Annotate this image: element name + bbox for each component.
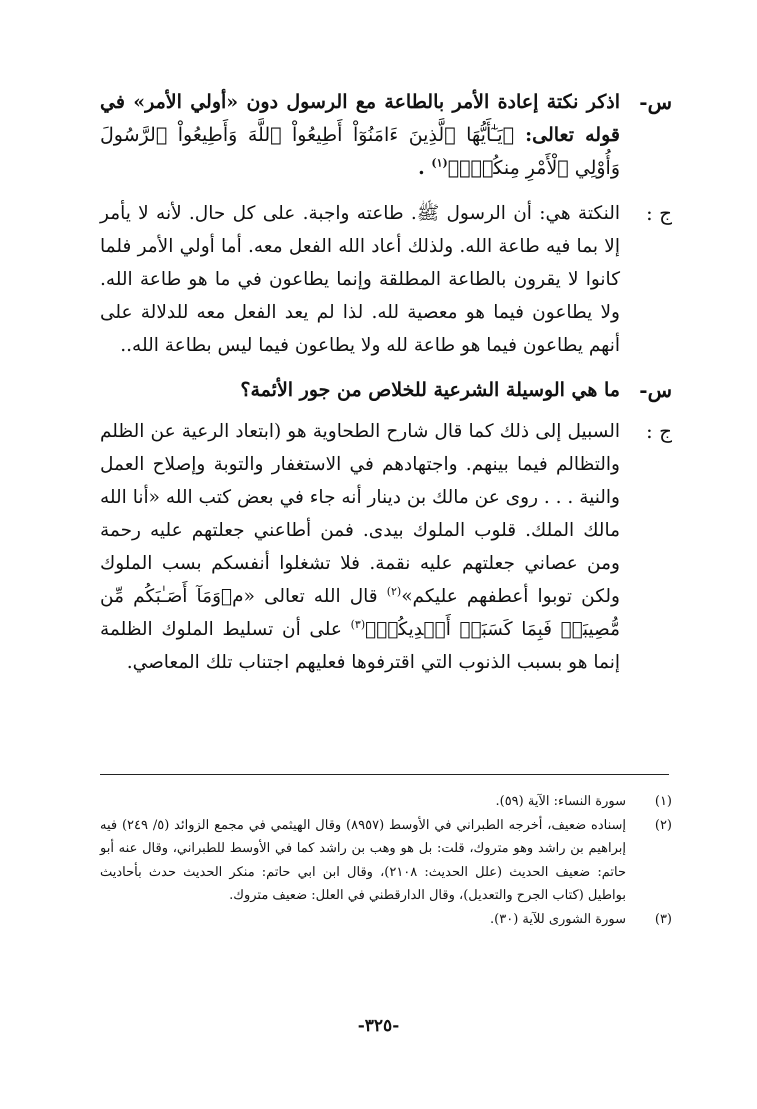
answer-1 — [100, 197, 672, 362]
footnote-text: سورة النساء: الآية (٥٩). — [495, 794, 626, 809]
question-label: س- — [639, 90, 672, 114]
footnotes — [100, 790, 672, 931]
footnote-number: (٣) — [654, 911, 672, 927]
footnote-ref: (٣) — [350, 617, 366, 631]
answer-text: النكتة هي: أن الرسول ﷺ. طاعته واجبة. على كل حال. لأنه لا يأمر إلا بما فيه طاعة الله. ولذلك أعاد الله الفعل معه. أما أولي الأمر فلما كانوا لا يقرون بالطاعة المطلقة وإنما يطاعون في ما هو طاعة الله. ولا يطاعون فيما هو معصية لله. لذا لم يعد الفعل معه للدلالة على أنهم يطاعون فيما هو طاعة لله ولا يطاعون فيما ليس بطاعة الله.. — [100, 203, 620, 356]
page-body — [100, 86, 672, 679]
page-number: -٣٢٥- — [357, 1016, 400, 1036]
footnote-number: (١) — [654, 794, 672, 809]
footnote-text: سورة الشورى للآية (٣٠). — [490, 911, 626, 927]
footnote-number: (٢) — [654, 817, 672, 833]
question-1 — [100, 86, 672, 185]
question-text: اذكر نكتة إعادة الأمر بالطاعة مع الرسول دون «أولي الأمر» في قوله تعالى: ﴿يَـٰٓأَيُّهَا ٱلَّذِينَ ءَامَنُوٓاْ أَطِيعُواْ ٱللَّهَ وَأَطِيعُواْ ٱلرَّسُولَ وَأُوْلِي ٱلْأَمْرِ مِنكُمْۖ﴾$^{(١)}$ . — [100, 91, 620, 179]
footnote-ref: (١) — [431, 156, 448, 170]
quran-verse: ﴿يَـٰٓأَيُّهَا ٱلَّذِينَ ءَامَنُوٓاْ أَطِيعُواْ ٱللَّهَ وَأَطِيعُواْ ٱلرَّسُولَ وَأُوْلِي ٱلْأَمْرِ مِنكُمْۖ﴾ — [100, 124, 620, 179]
footnote-separator — [100, 774, 669, 775]
answer-text: السبيل إلى ذلك كما قال شارح الطحاوية هو (ابتعاد الرعية عن الظلم والتظالم فيما بينهم. واجتهادهم في الاستغفار والتوبة وإصلاح العمل والنية . . . روى عن مالك بن دينار أنه جاء في بعض كتب الله «أنا الله مالك الملك. قلوب الملوك بيدى. فمن أطاعني جعلتهم عليه رحمة ومن عصاني جعلتهم عليه نقمة. فلا تشغلوا أنفسكم بسب الملوك ولكن توبوا أعطفهم عليكم»$^{(٢)}$ قال الله تعالى «م﴿وَمَآ أَصَـٰبَكُم مِّن مُّصِيبَةٖ فَبِمَا كَسَبَتۡ أَيۡدِيكُمۡ﴾$^{(٣)}$ على أن تسليط الملوك الظلمة إنما هو بسبب الذنوب التي اقترفوها فعليهم اجتناب تلك المعاصي. — [100, 421, 620, 673]
answer-label: ج : — [645, 419, 672, 443]
footnote-1 — [100, 790, 672, 814]
footnote-2 — [100, 814, 672, 908]
question-2 — [100, 374, 672, 407]
question-label: س- — [639, 378, 672, 402]
footnote-ref: (٢) — [386, 584, 402, 598]
answer-2 — [100, 415, 672, 679]
footnote-3 — [100, 908, 672, 932]
question-text: ما هي الوسيلة الشرعية للخلاص من جور الأئمة؟ — [240, 379, 620, 401]
answer-label: ج : — [645, 201, 672, 225]
quran-verse: ﴿وَمَآ أَصَـٰبَكُم مِّن مُّصِيبَةٖ فَبِمَا كَسَبَتۡ أَيۡدِيكُمۡ﴾ — [100, 586, 620, 640]
footnote-text: إسناده ضعيف، أخرجه الطبراني في الأوسط (٨٩٥٧) وقال الهيثمي في مجمع الزوائد (٥/ ٢٤٩) فيه إبراهيم بن راشد وهو متروك، قلت: بل هو وهب بن راشد كما في الأوسط للطبراني، وقال عنه أبو حاتم: ضعيف الحديث (علل الحديث: ٢١٠٨)، وقال ابن ابي حاتم: منكر الحديث حدث بأحاديث بواطيل (كتاب الجرح والتعديل)، وقال الدارقطني في العلل: ضعيف متروك. — [100, 817, 627, 903]
